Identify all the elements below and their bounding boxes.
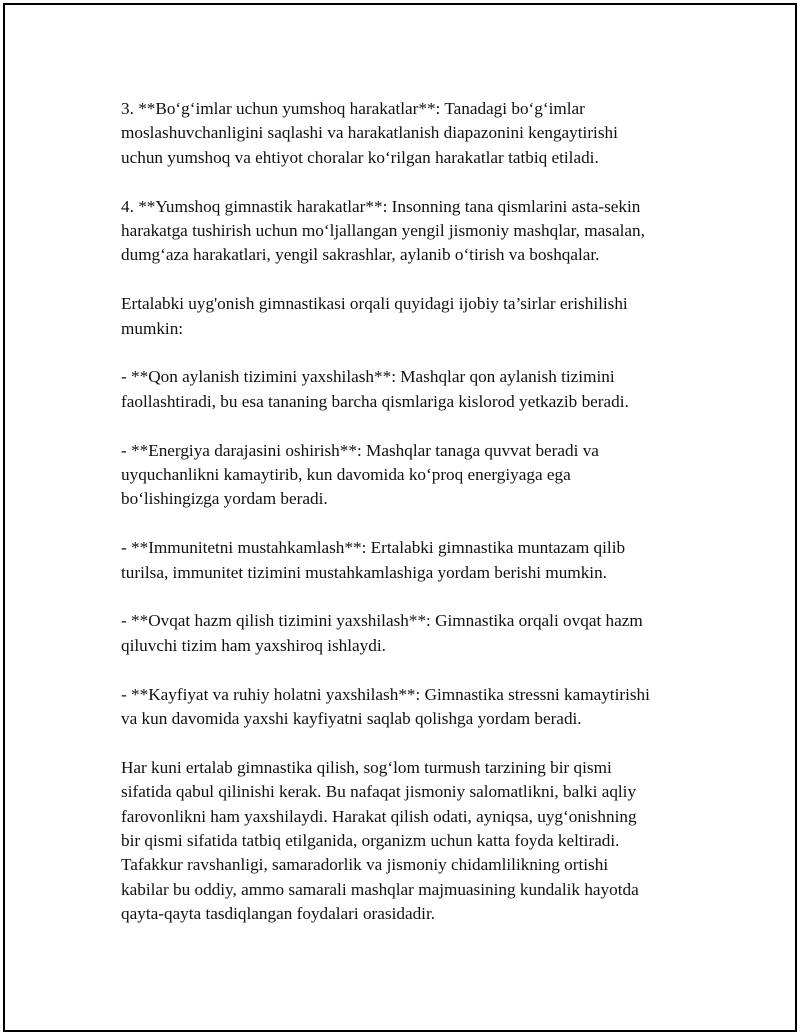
paragraph-soft-gymnastics: 4. **Yumshoq gimnastik harakatlar**: Insonning tana qismlarini asta-sekin harakatga tushirish uchun mo‘ljallangan yengil jismoniy mashqlar, masalan, dumg‘aza harakatlari, yengil sakrashlar, aylanib o‘tirish va boshqalar. bbox=[121, 196, 645, 265]
bullet-energy: - **Energiya darajasini oshirish**: Mashqlar tanaga quvvat beradi va uyquchanlikni kamaytirib, kun davomida ko‘proq energiyaga ega bo‘lishingizga yordam beradi. bbox=[121, 440, 599, 509]
paragraph-conclusion: Har kuni ertalab gimnastika qilish, sog‘lom turmush tarzining bir qismi sifatida qabul qilinishi kerak. Bu nafaqat jismoniy salomatlikni, balki aqliy farovonlikni ham yaxshilaydi. Harakat qilish odati, ayniqsa, uyg‘onishning bir qismi sifatida tatbiq etilganida, organizm uchun katta foyda keltiradi. Tafakkur ravshanligi, samaradorlik va jismoniy chidamlilikning ortishi kabilar bu oddiy, ammo samarali mashqlar majmuasining kundalik hayotda qayta-qayta tasdiqlangan foydalari orasidadir. bbox=[121, 757, 639, 924]
page-frame bbox=[3, 3, 797, 1032]
bullet-immunity: - **Immunitetni mustahkamlash**: Ertalabki gimnastika muntazam qilib turilsa, immunitet tizimini mustahkamlashiga yordam berishi mumkin. bbox=[121, 538, 626, 582]
bullet-digestion: - **Ovqat hazm qilish tizimini yaxshilash**: Gimnastika orqali ovqat hazm qiluvchi tizim ham yaxshiroq ishlaydi. bbox=[121, 611, 643, 655]
bullet-mood: - **Kayfiyat va ruhiy holatni yaxshilash**: Gimnastika stressni kamaytirishi va kun davomida yaxshi kayfiyatni saqlab qolishga yordam beradi. bbox=[121, 684, 650, 729]
paragraph-benefits-intro: Ertalabki uyg'onish gimnastikasi orqali quyidagi ijobiy ta’sirlar erishilishi mumkin: bbox=[121, 294, 628, 338]
bullet-circulation: - **Qon aylanish tizimini yaxshilash**: Mashqlar qon aylanish tizimini faollashtiradi, bu esa tananing barcha qismlariga kislorod yetkazib beradi. bbox=[121, 367, 629, 411]
document-body bbox=[121, 97, 711, 927]
paragraph-joint-movements: 3. **Bo‘g‘imlar uchun yumshoq harakatlar**: Tanadagi bo‘g‘imlar moslashuvchanligini saqlashi va harakatlanish diapazonini kengaytirishi uchun yumshoq va ehtiyot choralar ko‘rilgan harakatlar tatbiq etiladi. bbox=[121, 99, 618, 167]
